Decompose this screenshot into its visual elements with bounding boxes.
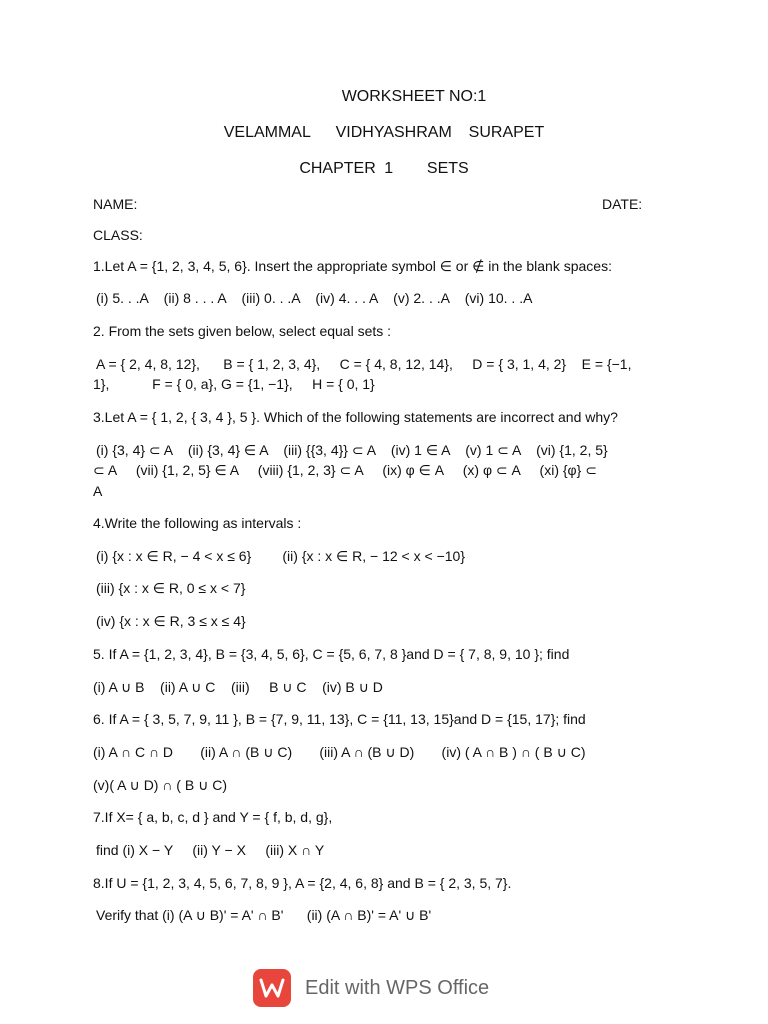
question-4-part-3: (iv) {x : x ∈ R, 3 ≤ x ≤ 4}	[96, 613, 246, 629]
question-1-options: (i) 5. . .A (ii) 8 . . . A (iii) 0. . .A (iv) 4. . . A (v) 2. . .A (vi) 10. . .A	[96, 290, 533, 306]
worksheet-number: WORKSHEET NO:1	[341, 88, 487, 105]
wps-logo-icon	[253, 969, 291, 1007]
wps-watermark	[253, 968, 489, 1008]
question-1: 1.Let A = {1, 2, 3, 4, 5, 6}. Insert the appropriate symbol ∈ or ∉ in the blank spaces:	[93, 258, 612, 274]
question-6-parts-line-2: (v)( A ∪ D) ∩ ( B ∪ C)	[93, 777, 227, 793]
chapter-title: CHAPTER 1 SETS	[299, 160, 469, 177]
class-field-label: CLASS:	[93, 227, 143, 243]
question-2-sets-line-2: 1}, F = { 0, a}, G = {1, −1}, H = { 0, 1}	[93, 376, 375, 392]
question-3-options-line-3: A	[93, 483, 103, 499]
question-2-sets-line-1: A = { 2, 4, 8, 12}, B = { 1, 2, 3, 4}, C = { 4, 8, 12, 14}, D = { 3, 1, 4, 2} E = {−1,	[96, 356, 632, 372]
question-7: 7.If X= { a, b, c, d } and Y = { f, b, d, g},	[93, 809, 333, 825]
question-8: 8.If U = {1, 2, 3, 4, 5, 6, 7, 8, 9 }, A = {2, 4, 6, 8} and B = { 2, 3, 5, 7}.	[93, 875, 512, 891]
name-field-label: NAME:	[93, 196, 138, 212]
question-6: 6. If A = { 3, 5, 7, 9, 11 }, B = {7, 9, 11, 13}, C = {11, 13, 15}and D = {15, 17}; find	[93, 711, 586, 727]
question-6-parts-line-1: (i) A ∩ C ∩ D (ii) A ∩ (B ∪ C) (iii) A ∩ (B ∪ D) (iv) ( A ∩ B ) ∩ ( B ∪ C)	[93, 744, 586, 760]
question-7-parts: find (i) X − Y (ii) Y − X (iii) X ∩ Y	[96, 842, 325, 858]
question-3-options-line-1: (i) {3, 4} ⊂ A (ii) {3, 4} ∈ A (iii) {{3, 4}} ⊂ A (iv) 1 ∈ A (v) 1 ⊂ A (vi) {1, 2, 5}	[96, 442, 608, 458]
question-3-options-line-2: ⊂ A (vii) {1, 2, 5} ∈ A (viii) {1, 2, 3} ⊂ A (ix) φ ∈ A (x) φ ⊂ A (xi) {φ} ⊂	[93, 462, 597, 478]
date-field-label: DATE:	[602, 196, 643, 212]
wps-watermark-text: Edit with WPS Office	[305, 976, 490, 999]
question-5-parts: (i) A ∪ B (ii) A ∪ C (iii) B ∪ C (iv) B ∪ D	[93, 679, 383, 695]
question-2: 2. From the sets given below, select equal sets :	[93, 323, 392, 339]
question-4-part-2: (iii) {x : x ∈ R, 0 ≤ x < 7}	[96, 580, 246, 596]
question-4-part-1: (i) {x : x ∈ R, − 4 < x ≤ 6} (ii) {x : x ∈ R, − 12 < x < −10}	[96, 548, 465, 564]
question-5: 5. If A = {1, 2, 3, 4}, B = {3, 4, 5, 6}, C = {5, 6, 7, 8 }and D = { 7, 8, 9, 10 }; find	[93, 646, 570, 662]
school-name: VELAMMAL VIDHYASHRAM SURAPET	[223, 124, 545, 141]
question-3: 3.Let A = { 1, 2, { 3, 4 }, 5 }. Which of the following statements are incorrect and why?	[93, 409, 618, 425]
question-8-parts: Verify that (i) (A ∪ B)' = A' ∩ B' (ii) (A ∩ B)' = A' ∪ B'	[96, 907, 432, 923]
question-4: 4.Write the following as intervals :	[93, 515, 302, 531]
